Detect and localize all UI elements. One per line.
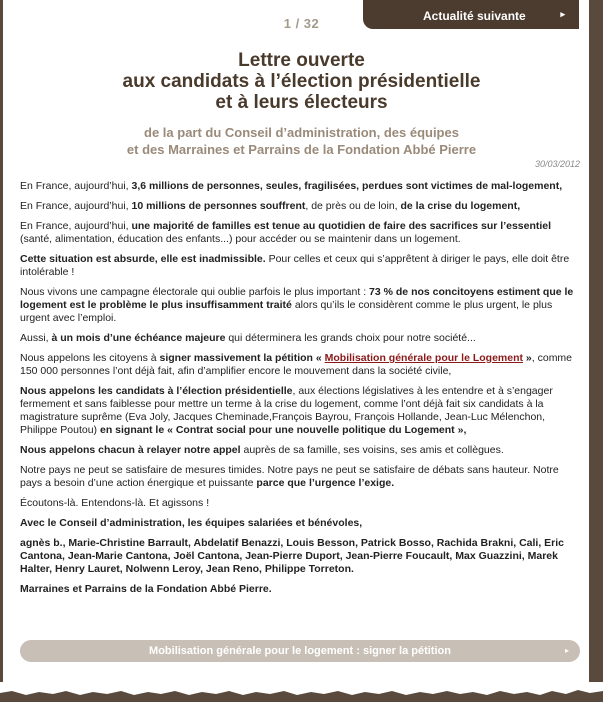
torn-paper-edge [0, 682, 603, 702]
signatories [20, 537, 576, 576]
text-bold: en signant le « Contrat social pour une nouvelle politique du Logement », [99, 424, 467, 436]
text-bold: Avec le Conseil d’administration, les équipes salariées et bénévoles, [20, 517, 363, 529]
text-bold: à un mois d’une échéance majeure [51, 332, 226, 344]
page-subtitle [0, 124, 603, 158]
text-bold: Nous appelons chacun à relayer notre appel [20, 444, 241, 456]
paragraph [20, 220, 576, 246]
paragraph [20, 286, 576, 325]
text: Notre pays ne peut se satisfaire de mesures timides. Notre pays ne peut se satisfaire de débats sans hauteur. Notre pays a besoin d’une action énergique et puissante [20, 464, 559, 489]
text-bold: agnès b., Marie-Christine Barrault, Abdelatif Benazzi, Louis Besson, Patrick Bosso, Rachida Brakni, Cali, Eric Cantona, Jean-Marie Cantona, Joël Cantona, Jean-Pierre Duport, Jean-Pierre Foucault, Max Guazzini, Marek Halter, Henry Lauret, Nolwenn Leroy, Jean Reno, Philippe Torreton. [20, 537, 565, 575]
text-bold: Marraines et Parrains de la Fondation Abbé Pierre. [20, 583, 272, 595]
text: alors qu’ils le considèrent comme le plus urgent, le plus urgent avec l’emploi. [20, 299, 553, 324]
paragraph [20, 444, 576, 457]
text: , de près ou de loin, [305, 200, 401, 212]
text: En France, aujourd’hui, [20, 220, 132, 232]
paragraph [20, 253, 576, 279]
next-news-button[interactable] [363, 0, 579, 29]
paragraph [20, 332, 576, 345]
text: , comme 150 000 personnes l’ont déjà fait, afin d’amplifier encore le mouvement dans la société civile, [20, 352, 573, 377]
text-bold: » [523, 352, 532, 364]
paragraph [20, 517, 576, 530]
text: Nous appelons les citoyens à [20, 352, 160, 364]
text-bold: Cette situation est absurde, elle est inadmissible. [20, 253, 266, 265]
chevron-right-icon: ▸ [564, 646, 569, 655]
paragraph: Écoutons-là. Entendons-là. Et agissons ! [20, 497, 210, 509]
petition-link[interactable]: Mobilisation générale pour le Logement [324, 352, 523, 364]
next-news-label: Actualité suivante [423, 9, 526, 23]
text-bold: 3,6 millions de personnes, seules, fragilisées, perdues sont victimes de mal-logement, [131, 180, 563, 192]
text: auprès de sa famille, ses voisins, ses amis et collègues. [240, 444, 504, 456]
paragraph [20, 464, 576, 490]
text: En France, aujourd’hui, [20, 180, 132, 192]
text-bold: 10 millions de personnes souffrent [131, 200, 306, 212]
text: , aux élections législatives à les entendre et à s’engager fermement et sans faiblesse pour mettre un terme à la crise du logement, comme l’ont déjà fait six candidats à la magistrature suprême (Eva Joly, Jacques Cheminade,François Bayrou, François Hollande, Jean-Luc Mélenchon, Philippe Poutou) [20, 385, 553, 436]
sign-petition-label: Mobilisation générale pour le logement : signer la pétition [149, 645, 451, 657]
text: Pour celles et ceux qui s’apprêtent à diriger le pays, elle doit être intolérable ! [20, 253, 570, 278]
publication-date: 30/03/2012 [534, 159, 580, 169]
text: (santé, alimentation, éducation des enfants...) pour accéder ou se maintenir dans un logement. [20, 233, 461, 245]
text-bold: une majorité de familles est tenue au quotidien de faire des sacrifices sur l’essentiel [131, 220, 552, 232]
title-line: et à leurs électeurs [215, 92, 388, 113]
subtitle-line: et des Marraines et Parrains de la Fondation Abbé Pierre [126, 142, 477, 157]
text-bold: parce que l’urgence l’exige. [256, 477, 395, 489]
page-counter: 1 / 32 [283, 16, 320, 31]
paragraph [20, 352, 576, 378]
chevron-right-icon: ▸ [560, 9, 565, 19]
paragraph [20, 200, 576, 213]
text-bold: 73 % de nos concitoyens estiment que le logement est le problème le plus insuffisamment traité [20, 286, 574, 311]
paragraph [20, 583, 576, 596]
subtitle-line: de la part du Conseil d’administration, des équipes [144, 125, 459, 140]
page-title [0, 50, 603, 113]
text-bold: signer massivement la pétition « [159, 352, 325, 364]
text: Nous vivons une campagne électorale qui oublie parfois le plus important : [20, 286, 370, 298]
text: Aussi, [20, 332, 52, 344]
title-line: aux candidats à l’élection présidentielle [122, 71, 481, 92]
text: qui déterminera les grands choix pour notre société... [225, 332, 476, 344]
sign-petition-button[interactable] [20, 640, 580, 662]
paragraph [20, 385, 576, 437]
title-line: Lettre ouverte [238, 50, 365, 71]
paragraph [20, 180, 576, 193]
text: En France, aujourd’hui, [20, 200, 132, 212]
text-bold: Nous appelons les candidats à l’élection présidentielle [20, 385, 293, 397]
letter-body [20, 180, 576, 603]
text-bold: de la crise du logement, [400, 200, 521, 212]
